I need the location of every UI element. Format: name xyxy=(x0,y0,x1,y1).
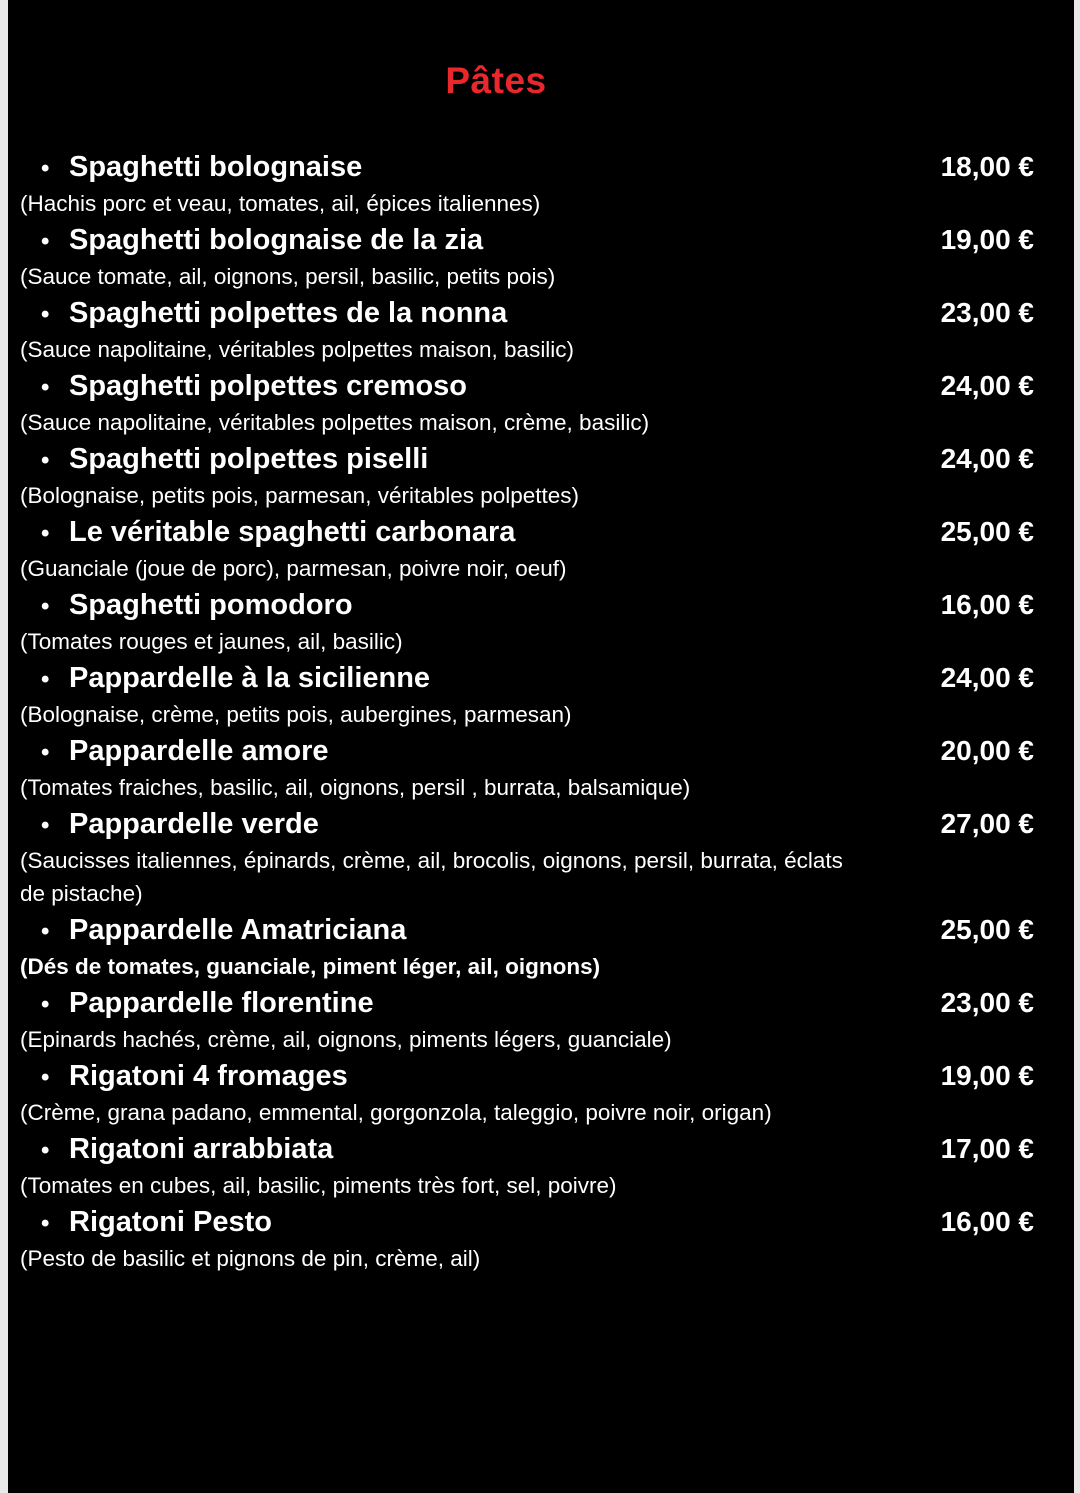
menu-item-header xyxy=(8,1057,1074,1097)
dish-description: (Crème, grana padano, emmental, gorgonzola, taleggio, poivre noir, origan) xyxy=(20,1099,772,1125)
bullet-icon: • xyxy=(41,228,50,255)
bullet-icon: • xyxy=(41,301,50,328)
menu-item xyxy=(8,984,1074,1057)
bullet-icon: • xyxy=(41,447,50,474)
dish-name: Pappardelle amore xyxy=(69,735,329,767)
menu-item-header xyxy=(8,1203,1074,1243)
bullet-icon: • xyxy=(41,990,50,1018)
menu-item-header xyxy=(8,732,1074,772)
menu-item xyxy=(8,221,1074,294)
menu-item-header xyxy=(8,513,1074,553)
menu-item-header xyxy=(8,367,1074,407)
dish-price: 24,00 € xyxy=(940,443,1034,474)
dish-price: 24,00 € xyxy=(940,370,1034,401)
dish-name: Rigatoni 4 fromages xyxy=(69,1059,348,1092)
dish-name: Spaghetti bolognaise de la zia xyxy=(69,224,484,256)
bullet-icon: • xyxy=(41,155,50,182)
menu-item-header xyxy=(8,586,1074,626)
dish-description: (Hachis porc et veau, tomates, ail, épices italiennes) xyxy=(20,191,541,216)
menu-item xyxy=(8,586,1074,659)
bullet-icon: • xyxy=(41,593,50,620)
menu-item xyxy=(8,1057,1074,1130)
bullet-icon: • xyxy=(41,812,50,839)
bullet-icon: • xyxy=(41,917,50,945)
dish-description: (Dés de tomates, guanciale, piment léger, ail, oignons) xyxy=(20,953,601,979)
menu-item-header xyxy=(8,221,1074,261)
menu-item xyxy=(8,911,1074,984)
dish-description: (Sauce napolitaine, véritables polpettes maison, crème, basilic) xyxy=(20,410,650,435)
menu-page xyxy=(8,0,1074,1493)
menu-item-header xyxy=(8,805,1074,845)
menu-item-header xyxy=(8,148,1074,188)
dish-name: Spaghetti polpettes de la nonna xyxy=(69,297,508,329)
menu-list xyxy=(8,148,1074,1276)
dish-price: 25,00 € xyxy=(940,913,1034,945)
menu-item xyxy=(8,513,1074,586)
menu-item xyxy=(8,440,1074,513)
dish-description: (Tomates fraiches, basilic, ail, oignons, persil , burrata, balsamique) xyxy=(20,775,691,800)
dish-description: (Sauce napolitaine, véritables polpettes maison, basilic) xyxy=(20,337,575,362)
dish-price: 23,00 € xyxy=(940,986,1034,1018)
menu-item-header xyxy=(8,440,1074,480)
dish-name: Spaghetti pomodoro xyxy=(69,589,353,621)
dish-name: Pappardelle verde xyxy=(69,808,319,840)
menu-item-header xyxy=(8,1130,1074,1170)
dish-name: Spaghetti polpettes cremoso xyxy=(69,370,468,402)
menu-item-header xyxy=(8,294,1074,334)
bullet-icon: • xyxy=(41,520,50,547)
bullet-icon: • xyxy=(41,1063,50,1091)
bullet-icon: • xyxy=(41,739,50,766)
bullet-icon: • xyxy=(41,1209,50,1237)
dish-description: (Bolognaise, petits pois, parmesan, véritables polpettes) xyxy=(20,483,580,508)
dish-description: (Epinards hachés, crème, ail, oignons, piments légers, guanciale) xyxy=(20,1026,672,1052)
bullet-icon: • xyxy=(41,666,50,693)
menu-item-header xyxy=(8,659,1074,699)
dish-description: (Sauce tomate, ail, oignons, persil, basilic, petits pois) xyxy=(20,264,556,289)
dish-price: 19,00 € xyxy=(940,224,1034,255)
dish-name: Rigatoni arrabbiata xyxy=(69,1132,334,1165)
bullet-icon: • xyxy=(41,1136,50,1164)
dish-description: (Tomates en cubes, ail, basilic, piments très fort, sel, poivre) xyxy=(20,1172,617,1198)
dish-price: 17,00 € xyxy=(940,1132,1034,1164)
dish-name: Pappardelle florentine xyxy=(69,986,374,1019)
page-title: Pâtes xyxy=(445,60,547,101)
dish-name: Le véritable spaghetti carbonara xyxy=(69,516,516,548)
menu-item xyxy=(8,294,1074,367)
dish-name: Spaghetti bolognaise xyxy=(69,151,363,183)
menu-item xyxy=(8,367,1074,440)
dish-price: 23,00 € xyxy=(940,297,1034,328)
dish-price: 16,00 € xyxy=(940,1205,1034,1237)
dish-price: 16,00 € xyxy=(940,589,1034,620)
menu-item xyxy=(8,1130,1074,1203)
dish-price: 24,00 € xyxy=(940,662,1034,693)
dish-name: Rigatoni Pesto xyxy=(69,1205,273,1238)
dish-price: 27,00 € xyxy=(940,808,1034,839)
menu-item xyxy=(8,805,1074,911)
dish-price: 20,00 € xyxy=(940,735,1034,766)
dish-name: Pappardelle Amatriciana xyxy=(69,913,407,946)
dish-description: (Guanciale (joue de porc), parmesan, poivre noir, oeuf) xyxy=(20,556,567,581)
dish-name: Spaghetti polpettes piselli xyxy=(69,443,429,475)
menu-item-header xyxy=(8,911,1074,951)
menu-item xyxy=(8,1203,1074,1276)
dish-price: 18,00 € xyxy=(940,151,1034,182)
bullet-icon: • xyxy=(41,374,50,401)
menu-item xyxy=(8,148,1074,221)
dish-description: (Saucisses italiennes, épinards, crème, ail, brocolis, oignons, persil, burrata, éclats de pistache) xyxy=(20,848,843,906)
menu-item-header xyxy=(8,984,1074,1024)
dish-description: (Tomates rouges et jaunes, ail, basilic) xyxy=(20,629,403,654)
dish-description: (Bolognaise, crème, petits pois, aubergines, parmesan) xyxy=(20,702,572,727)
dish-price: 19,00 € xyxy=(940,1059,1034,1091)
menu-item xyxy=(8,659,1074,732)
menu-item xyxy=(8,732,1074,805)
dish-name: Pappardelle à la sicilienne xyxy=(69,662,431,694)
dish-price: 25,00 € xyxy=(940,516,1034,547)
dish-description: (Pesto de basilic et pignons de pin, crème, ail) xyxy=(20,1245,481,1271)
